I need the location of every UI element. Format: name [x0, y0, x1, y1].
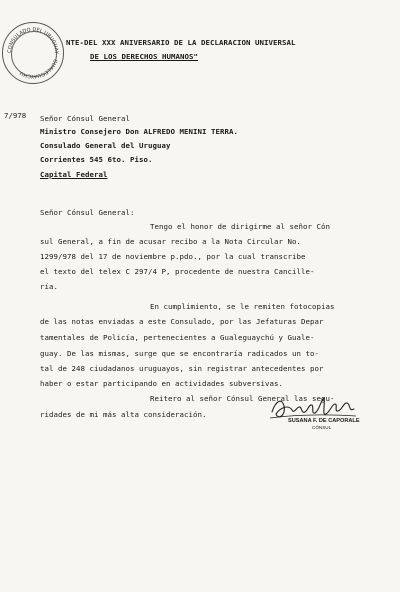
body-line-9: guay. De las mismas, surge que se encontraría radicados un to-: [40, 349, 319, 358]
seal-lettering: [6, 26, 60, 80]
consulate-seal: [2, 22, 64, 84]
recipient-line-5: Capital Federal: [40, 170, 108, 179]
recipient-line-1: Señor Cónsul General: [40, 114, 130, 123]
body-line-3: 1299/978 del 17 de noviembre p.pdo., por la cual transcribe: [40, 252, 306, 261]
body-line-2: sul General, a fin de acusar recibo a la Nota Circular No.: [40, 237, 301, 246]
recipient-line-2: Ministro Consejero Don ALFREDO MENINI TERRA.: [40, 127, 238, 136]
body-line-12: Reitero al señor Cónsul General las segu-: [150, 394, 335, 403]
body-line-1: Tengo el honor de dirigirme al señor Cón: [150, 222, 330, 231]
body-line-5: ría.: [40, 282, 58, 291]
recipient-line-3: Consulado General del Uruguay: [40, 141, 171, 150]
body-line-13: ridades de mi más alta consideración.: [40, 410, 207, 419]
signatory-title: CÓNSUL: [312, 425, 332, 430]
body-line-8: tamentales de Policía, pertenecientes a Gualeguaychú y Guale-: [40, 333, 315, 342]
body-line-10: tal de 248 ciudadanos uruguayos, sin registrar antecedentes por: [40, 364, 324, 373]
recipient-line-4: Corrientes 545 6to. Piso.: [40, 155, 153, 164]
body-line-7: de las notas enviadas a este Consulado, por las Jefaturas Depar: [40, 317, 324, 326]
signatory-name: SUSANA F. DE CAPORALE: [288, 418, 360, 424]
salutation: Señor Cónsul General:: [40, 208, 135, 217]
body-line-11: haber o estar participando en actividades subversivas.: [40, 379, 283, 388]
body-line-6: En cumplimiento, se le remiten fotocopias: [150, 302, 335, 311]
svg-text:CONSULADO DEL URUGUAY · GUALEG: CONSULADO DEL URUGUAY · GUALEGUAYCHU: [6, 26, 60, 80]
body-line-4: el texto del telex C 297/4 P, procedente de nuestra Cancille-: [40, 267, 315, 276]
header-line-2: DE LOS DERECHOS HUMANOS": [90, 52, 198, 61]
reference-number: 7/978: [4, 111, 27, 120]
header-line-1: NTE-DEL XXX ANIVERSARIO DE LA DECLARACION UNIVERSAL: [66, 38, 296, 47]
